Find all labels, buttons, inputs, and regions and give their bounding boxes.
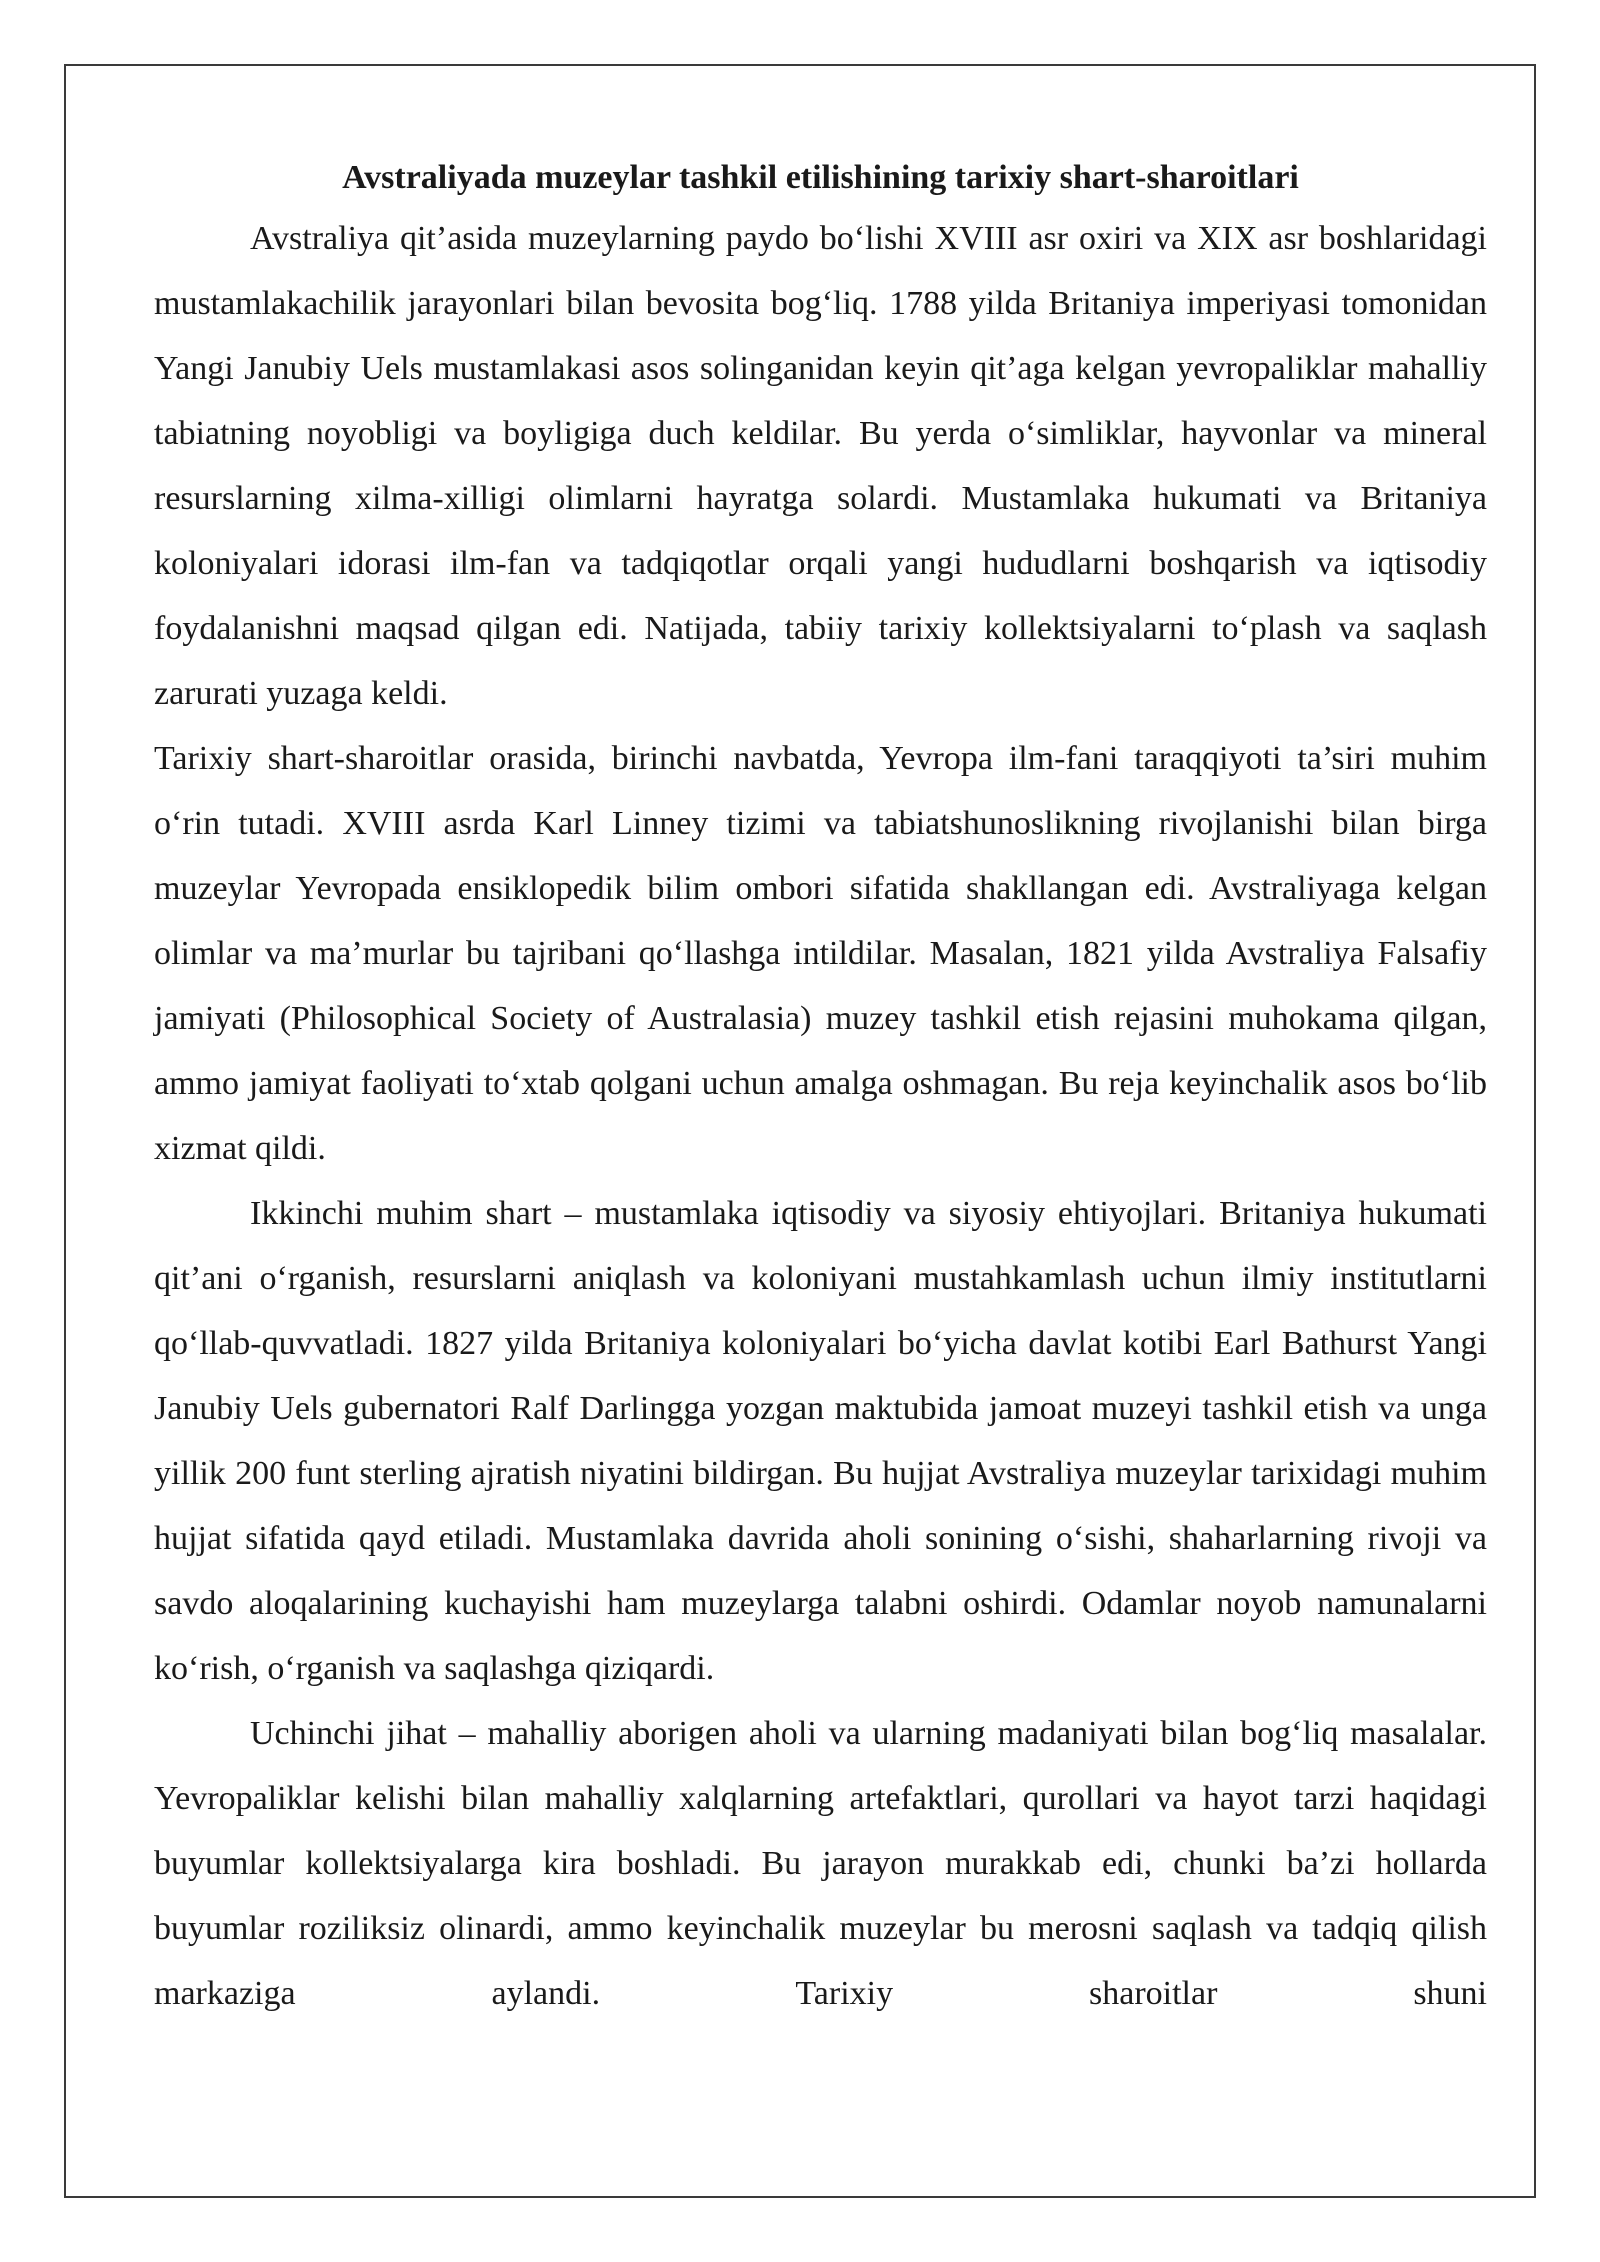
paragraph-2: Tarixiy shart-sharoitlar orasida, birinchi navbatda, Yevropa ilm-fani taraqqiyoti ta’siri muhim o‘rin tutadi. XVIII asrda Karl Linney tizimi va tabiatshunoslikning rivojlanishi bilan birga muzeylar Yevropada ensiklopedik bilim ombori sifatida shakllangan edi. Avstraliyaga kelgan olimlar va ma’murlar bu tajribani qo‘llashga intildilar. Masalan, 1821 yilda Avstraliya Falsafiy jamiyati (Philosophical Society of Australasia) muzey tashkil etish rejasini muhokama qilgan, ammo jamiyat faoliyati to‘xtab qolgani uchun amalga oshmagan. Bu reja keyinchalik asos bo‘lib xizmat qildi. xyxy=(154,740,1487,1167)
paragraph-1: Avstraliya qit’asida muzeylarning paydo bo‘lishi XVIII asr oxiri va XIX asr boshlaridagi mustamlakachilik jarayonlari bilan bevosita bog‘liq. 1788 yilda Britaniya imperiyasi tomonidan Yangi Janubiy Uels mustamlakasi asos solinganidan keyin qit’aga kelgan yevropaliklar mahalliy tabiatning noyobligi va boyligiga duch keldilar. Bu yerda o‘simliklar, hayvonlar va mineral resurslarning xilma-xilligi olimlarni hayratga solardi. Mustamlaka hukumati va Britaniya koloniyalari idorasi ilm-fan va tadqiqotlar orqali yangi hududlarni boshqarish va iqtisodiy foydalanishni maqsad qilgan edi. Natijada, tabiiy tarixiy kollektsiyalarni to‘plash va saqlash zarurati yuzaga keldi. xyxy=(154,220,1487,712)
document-title: Avstraliyada muzeylar tashkil etilishining tarixiy shart-sharoitlari xyxy=(342,159,1299,196)
paragraph-3: Ikkinchi muhim shart – mustamlaka iqtisodiy va siyosiy ehtiyojlari. Britaniya hukumati qit’ani o‘rganish, resurslarni aniqlash va koloniyani mustahkamlash uchun ilmiy institutlarni qo‘llab-quvvatladi. 1827 yilda Britaniya koloniyalari bo‘yicha davlat kotibi Earl Bathurst Yangi Janubiy Uels gubernatori Ralf Darlingga yozgan maktubida jamoat muzeyi tashkil etish va unga yillik 200 funt sterling ajratish niyatini bildirgan. Bu hujjat Avstraliya muzeylar tarixidagi muhim hujjat sifatida qayd etiladi. Mustamlaka davrida aholi sonining o‘sishi, shaharlarning rivoji va savdo aloqalarining kuchayishi ham muzeylarga talabni oshirdi. Odamlar noyob namunalarni ko‘rish, o‘rganish va saqlashga qiziqardi. xyxy=(154,1195,1487,1687)
paragraph-4: Uchinchi jihat – mahalliy aborigen aholi va ularning madaniyati bilan bog‘liq masalalar. Yevropaliklar kelishi bilan mahalliy xalqlarning artefaktlari, qurollari va hayot tarzi haqidagi buyumlar kollektsiyalarga kira boshladi. Bu jarayon murakkab edi, chunki ba’zi hollarda buyumlar roziliksiz olinardi, ammo keyinchalik muzeylar bu merosni saqlash va tadqiq qilish markaziga aylandi. Tarixiy sharoitlar shuni xyxy=(154,1715,1487,2012)
document-body xyxy=(154,150,1487,2026)
